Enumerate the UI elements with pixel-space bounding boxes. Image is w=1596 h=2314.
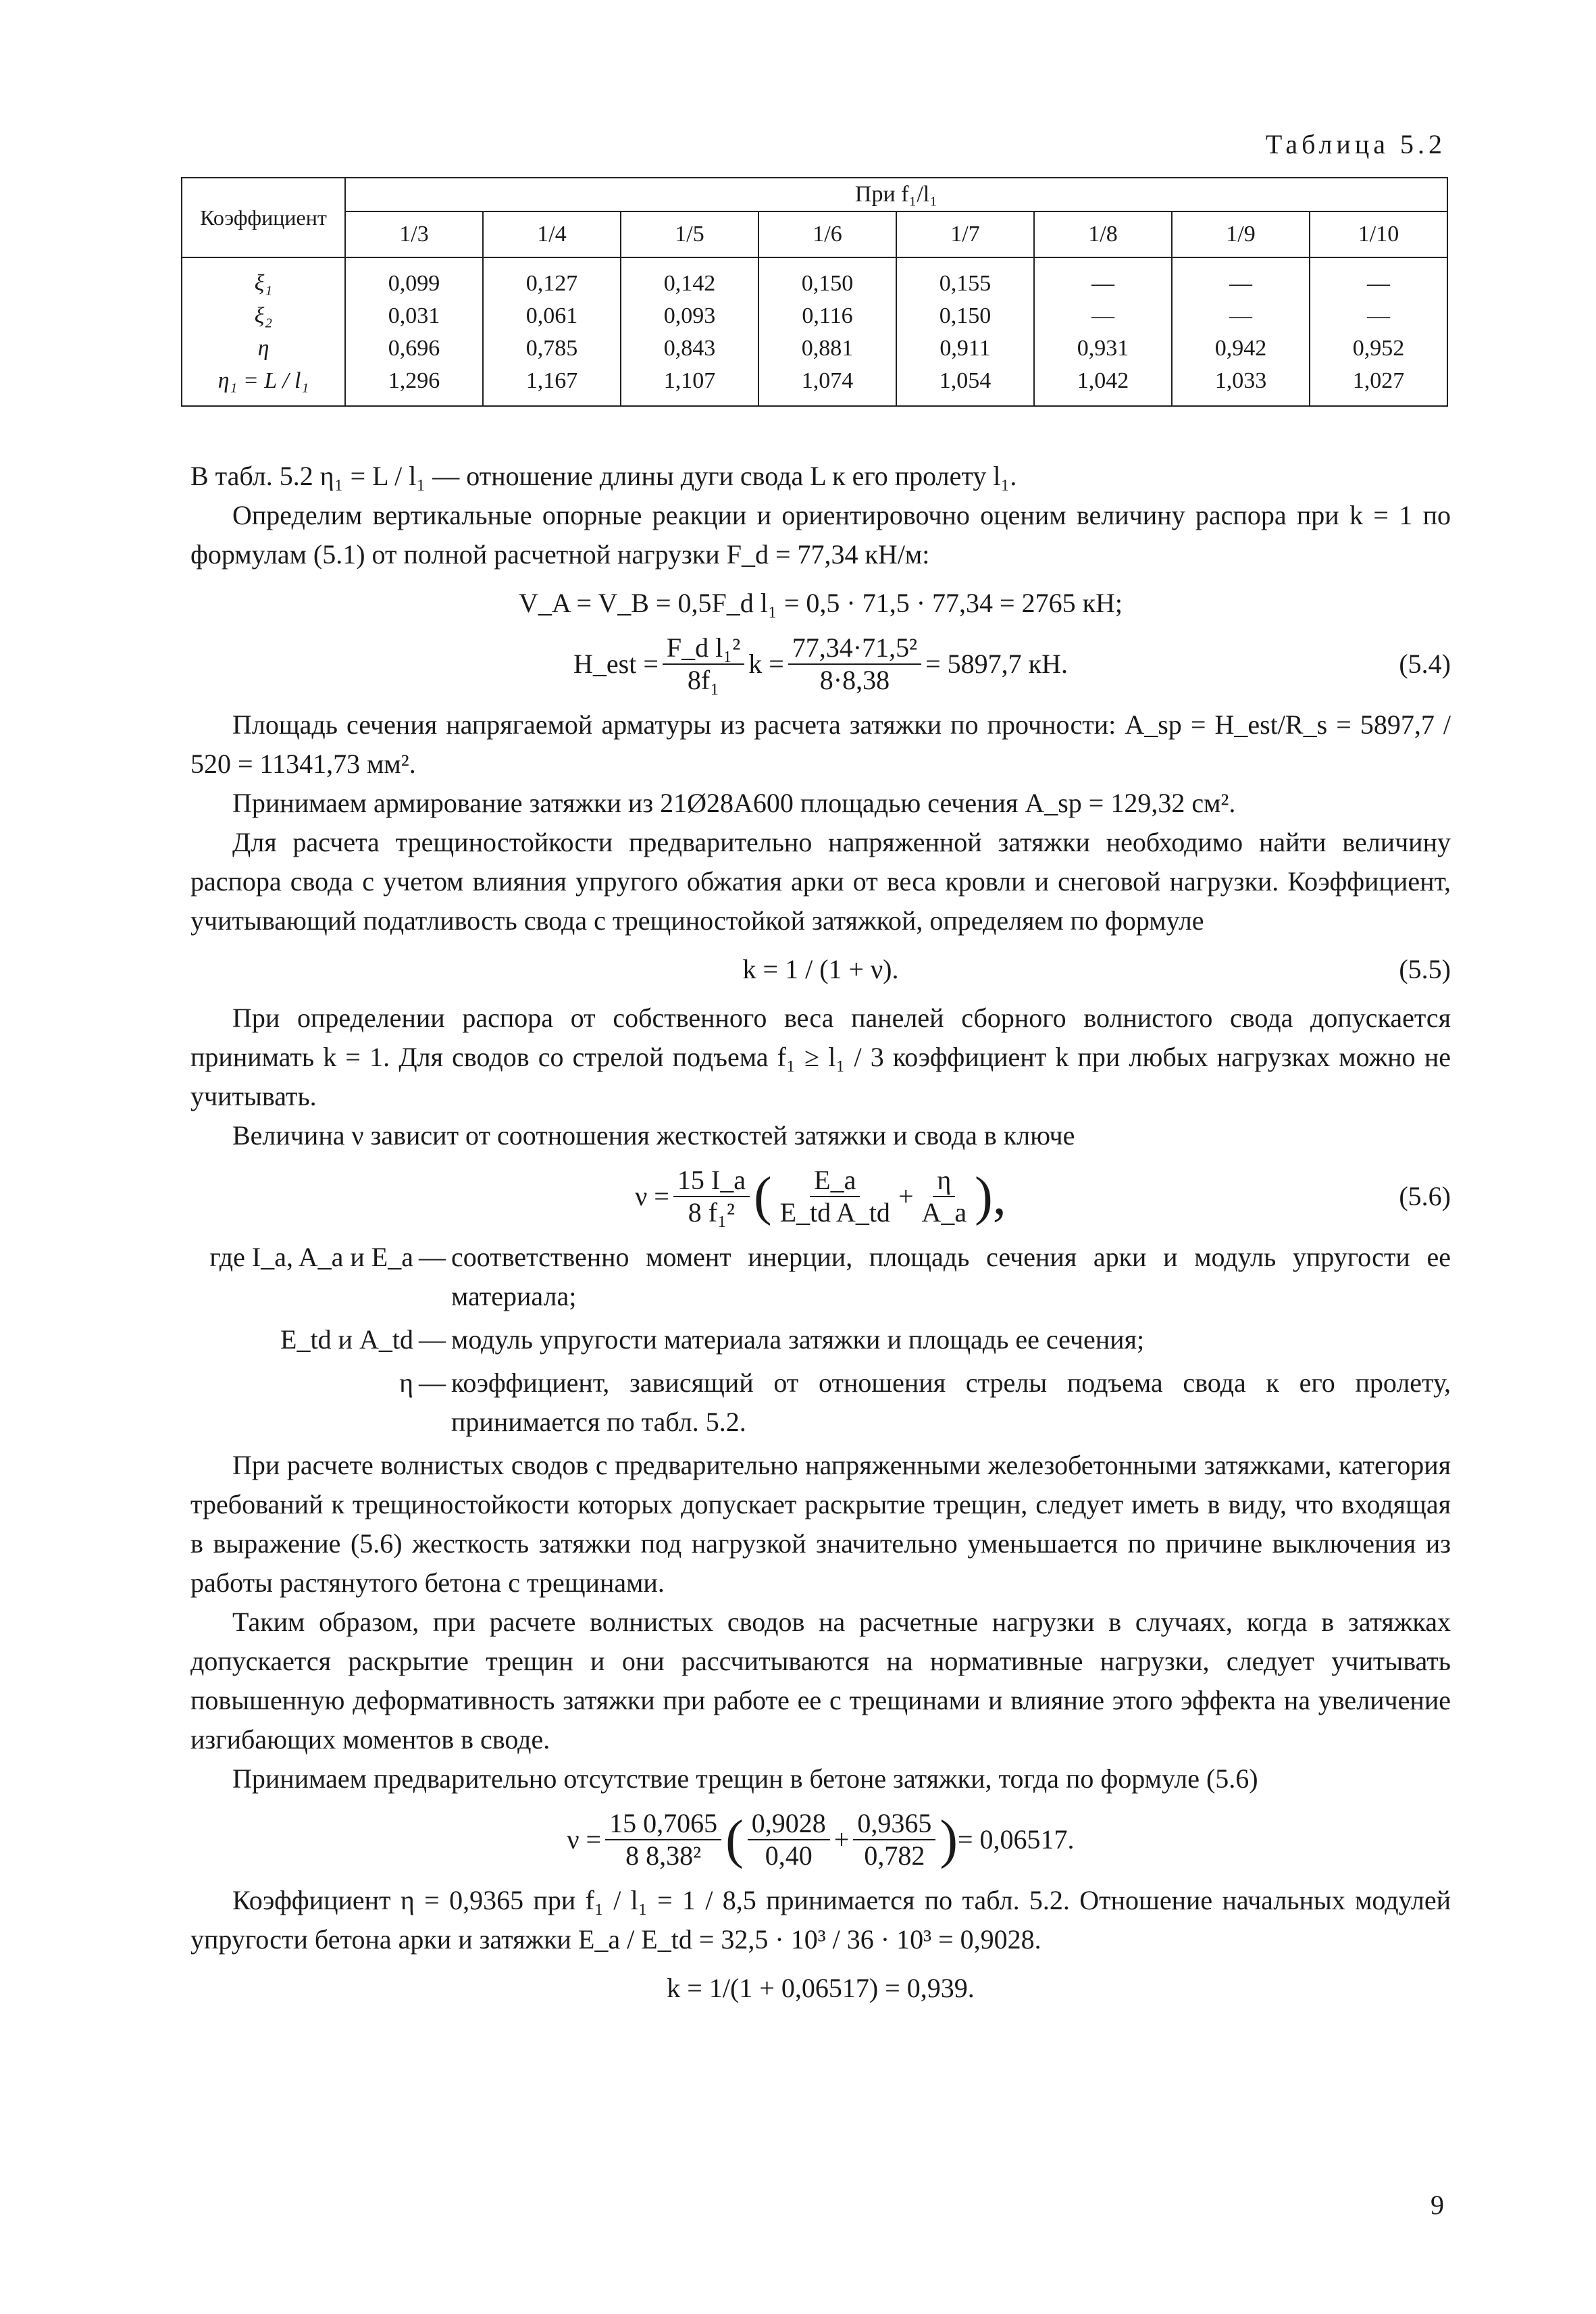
table-col-header: 1/3 (345, 211, 483, 257)
numerator: 15 0,7065 (605, 1808, 721, 1840)
denominator: 0,40 (765, 1840, 813, 1871)
equation-part: ν = (635, 1181, 669, 1211)
table-cell: 1,033 (1172, 365, 1310, 406)
denominator: A_a (921, 1197, 967, 1228)
table-cell: 0,843 (621, 332, 758, 365)
equation-5-6 (190, 1165, 1451, 1228)
equation-number: (5.4) (1399, 649, 1451, 679)
numerator: E_a (810, 1165, 860, 1197)
close-paren: ) (939, 1810, 958, 1869)
denominator: 8·8,38 (819, 665, 890, 695)
table-cell: — (1172, 300, 1310, 332)
numerator: F_d l₁² (663, 632, 744, 665)
page-number: 9 (1431, 2190, 1444, 2220)
paragraph: В табл. 5.2 η₁ = L / l₁ — отношение длины дуги свода L к его пролету l₁. (190, 461, 1017, 491)
table-cell: 1,296 (345, 365, 483, 406)
table-cell: 0,031 (345, 300, 483, 332)
table-cell: 1,042 (1034, 365, 1172, 406)
table-col-header: 1/5 (621, 211, 758, 257)
table-col-header: 1/7 (896, 211, 1034, 257)
where-item (190, 1238, 1451, 1316)
paragraph: Величина ν зависит от соотношения жесткостей затяжки и свода в ключе (232, 1120, 1075, 1151)
paragraph: Принимаем предварительно отсутствие трещин в бетоне затяжки, тогда по формуле (5.6) (232, 1763, 1258, 1794)
fraction (663, 632, 744, 696)
paragraph: Площадь сечения напрягаемой арматуры из расчета затяжки по прочности: A_sp = H_est/R_s = 5897,7 / 520 = 11341,73 мм². (190, 709, 1451, 779)
table-cell: 0,931 (1034, 332, 1172, 365)
row-symbol: η₁ = L / l₁ (182, 365, 345, 406)
table-cell: 0,952 (1310, 332, 1447, 365)
table-cell: 0,911 (896, 332, 1034, 365)
table-cell: 0,696 (345, 332, 483, 365)
fraction (673, 1165, 750, 1228)
table-header-group: При f₁/l₁ (345, 178, 1447, 211)
where-symbol: E_td и A_td (280, 1324, 413, 1355)
table-col-header: 1/4 (483, 211, 621, 257)
fraction (776, 1165, 894, 1228)
table-cell: 1,074 (758, 365, 896, 406)
fraction (853, 1808, 935, 1871)
fraction (605, 1808, 721, 1871)
where-item (190, 1320, 1451, 1359)
denominator: 8 f₁² (688, 1197, 736, 1228)
equation-number: (5.6) (1399, 1181, 1451, 1211)
equation-part: ν = (567, 1824, 602, 1855)
equation-part: = 0,06517. (957, 1824, 1075, 1855)
coefficient-table (181, 177, 1448, 407)
paragraph: Таким образом, при расчете волнистых сводов на расчетные нагрузки в случаях, когда в затяжках допускается раскрытие трещин и они рассчитываются на нормативные нагрузки, следует учитывать повышенную деформативность затяжки при работе ее с трещинами и влияние этого эффекта на увеличение изгибающих моментов в своде. (190, 1607, 1451, 1755)
paragraph: Принимаем армирование затяжки из 21Ø28А600 площадью сечения A_sp = 129,32 см². (232, 788, 1236, 818)
equation-k-value (190, 1969, 1451, 2008)
body-text (190, 457, 1451, 2017)
open-paren: ( (725, 1810, 744, 1869)
table-cell: 0,155 (896, 257, 1034, 300)
table-cell: 0,116 (758, 300, 896, 332)
plus-sign: + (833, 1824, 850, 1855)
equation-5-5 (190, 950, 1451, 989)
equation-reactions (190, 584, 1451, 623)
fraction (788, 632, 921, 696)
table-cell: — (1172, 257, 1310, 300)
table-row (182, 300, 1447, 332)
numerator: 15 I_a (673, 1165, 750, 1197)
denominator: 8 8,38² (625, 1840, 702, 1871)
paragraph: При определении распора от собственного веса панелей сборного волнистого свода допускается принимать k = 1. Для сводов со стрелой подъема f₁ ≥ l₁ / 3 коэффициент k при любых нагрузках можно не учитывать. (190, 1003, 1451, 1111)
where-dash: — (419, 1324, 446, 1355)
equation-text: k = 1/(1 + 0,06517) = 0,939. (667, 1973, 975, 2003)
table-row (182, 257, 1447, 300)
table-cell: — (1034, 257, 1172, 300)
paragraph: Для расчета трещиностойкости предварительно напряженной затяжки необходимо найти величину распора свода с учетом влияния упругого обжатия арки от веса кровли и снеговой нагрузки. Коэффициент, учитывающий податливость свода с трещиностойкой затяжкой, определяем по формуле (190, 827, 1451, 936)
table-cell: 1,107 (621, 365, 758, 406)
table-cell: 0,142 (621, 257, 758, 300)
table-cell: 0,061 (483, 300, 621, 332)
table-cell: 0,127 (483, 257, 621, 300)
table-col-header: 1/9 (1172, 211, 1310, 257)
close-paren: ), (975, 1167, 1006, 1226)
table-cell: 1,054 (896, 365, 1034, 406)
numerator: 0,9365 (853, 1808, 935, 1840)
table-cell: — (1310, 257, 1447, 300)
where-symbol: η (399, 1367, 413, 1398)
table-cell: 0,942 (1172, 332, 1310, 365)
where-text: соответственно момент инерции, площадь сечения арки и модуль упругости ее материала; (451, 1242, 1451, 1311)
denominator: 8f₁ (687, 665, 720, 695)
paragraph: Определим вертикальные опорные реакции и ориентировочно оценим величину распора при k = 1 по формулам (5.1) от полной расчетной нагрузки F_d = 77,34 кН/м: (190, 500, 1451, 570)
row-symbol: ξ₂ (182, 300, 345, 332)
table-header-coefficient: Коэффициент (182, 178, 345, 257)
equation-5-4 (190, 632, 1451, 696)
row-symbol: η (182, 332, 345, 365)
table-cell: 1,167 (483, 365, 621, 406)
table-cell: 1,027 (1310, 365, 1447, 406)
table-caption: Таблица 5.2 (1265, 129, 1446, 159)
numerator: η (933, 1165, 955, 1197)
table-cell: 0,785 (483, 332, 621, 365)
table-col-header: 1/6 (758, 211, 896, 257)
fraction (748, 1808, 830, 1871)
equation-part: H_est = (573, 649, 659, 679)
table-cell: 0,150 (896, 300, 1034, 332)
denominator: 0,782 (864, 1840, 925, 1871)
equation-text: V_A = V_B = 0,5F_d l₁ = 0,5 · 71,5 · 77,34 = 2765 кН; (518, 588, 1123, 618)
where-dash: — (419, 1367, 446, 1398)
numerator: 0,9028 (748, 1808, 830, 1840)
paragraph: При расчете волнистых сводов с предварительно напряженными железобетонными затяжками, категория требований к трещиностойкости которых допускает раскрытие трещин, следует иметь в виду, что входящая в выражение (5.6) жесткость затяжки под нагрузкой значительно уменьшается по причине выключения из работы растянутого бетона с трещинами. (190, 1450, 1451, 1598)
where-text: модуль упругости материала затяжки и площадь ее сечения; (451, 1324, 1145, 1355)
equation-text: k = 1 / (1 + ν). (742, 954, 899, 984)
table-col-header: 1/8 (1034, 211, 1172, 257)
row-symbol: ξ₁ (182, 257, 345, 300)
table-row (182, 332, 1447, 365)
paragraph: Коэффициент η = 0,9365 при f₁ / l₁ = 1 / 8,5 принимается по табл. 5.2. Отношение начальных модулей упругости бетона арки и затяжки E_a / E_td = 32,5 · 10³ / 36 · 10³ = 0,9028. (190, 1885, 1451, 1955)
table-col-header: 1/10 (1310, 211, 1447, 257)
denominator: E_td A_td (779, 1197, 890, 1228)
table-cell: — (1034, 300, 1172, 332)
equation-nu-value (190, 1808, 1451, 1871)
numerator: 77,34·71,5² (788, 632, 921, 665)
equation-part: k = (748, 649, 784, 679)
equation-number: (5.5) (1399, 954, 1451, 984)
table-cell: 0,093 (621, 300, 758, 332)
where-dash: — (419, 1242, 446, 1272)
plus-sign: + (898, 1181, 914, 1211)
table-cell: 0,881 (758, 332, 896, 365)
table-row (182, 365, 1447, 406)
table-cell: — (1310, 300, 1447, 332)
where-text: коэффициент, зависящий от отношения стрелы подъема свода к его пролету, принимается по табл. 5.2. (451, 1367, 1451, 1437)
where-symbol: где I_a, A_a и E_a (209, 1242, 413, 1272)
open-paren: ( (753, 1167, 772, 1226)
table-cell: 0,099 (345, 257, 483, 300)
table-cell: 0,150 (758, 257, 896, 300)
where-item (190, 1363, 1451, 1442)
fraction (918, 1165, 971, 1228)
equation-part: = 5897,7 кН. (925, 649, 1068, 679)
